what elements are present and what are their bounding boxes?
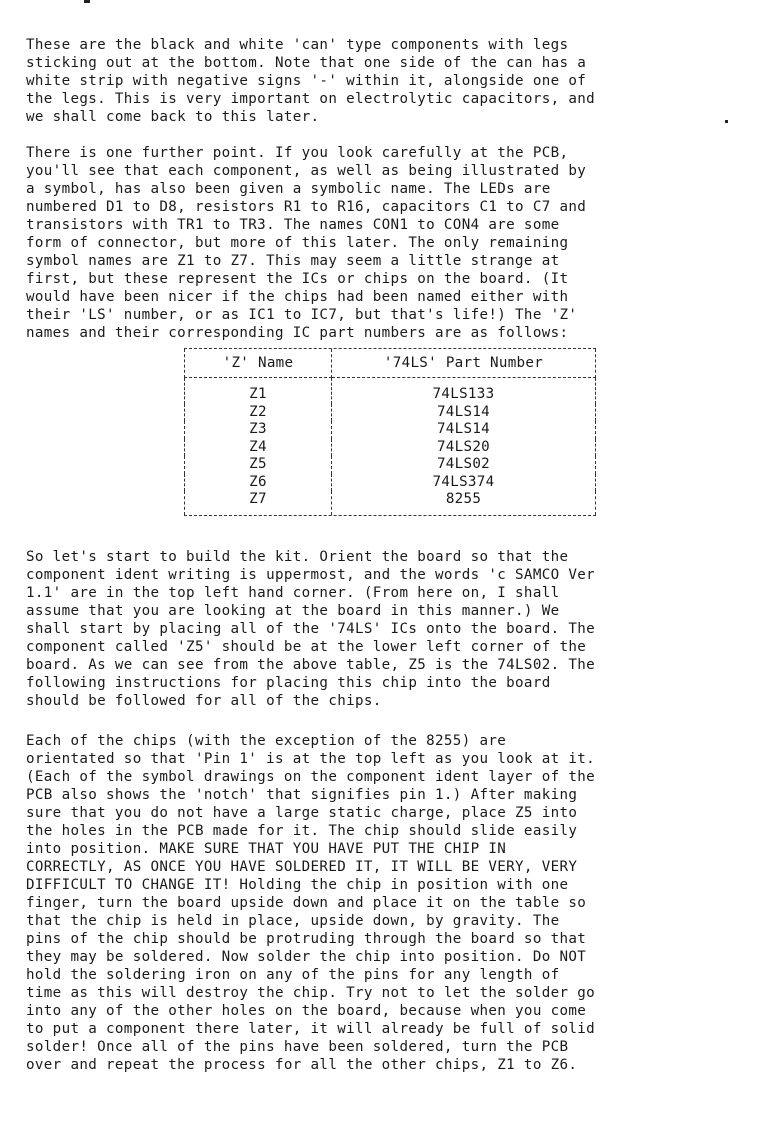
table-row <box>185 491 596 515</box>
text-line: the holes in the PCB made for it. The chip should slide easily <box>26 822 578 839</box>
part-number-cell: 74LS02 <box>332 456 596 474</box>
top-scan-mark <box>84 0 90 3</box>
column-header-part-number: '74LS' Part Number <box>332 349 596 378</box>
table-row <box>185 378 596 404</box>
part-number-cell: 74LS133 <box>332 378 596 404</box>
table-row <box>185 404 596 422</box>
text-line: pins of the chip should be protruding through the board so that <box>26 930 587 947</box>
text-line: PCB also shows the 'notch' that signifies pin 1.) After making <box>26 786 578 803</box>
document-page <box>26 30 738 1074</box>
text-line: sure that you do not have a large static charge, place Z5 into <box>26 804 578 821</box>
paragraph-chip-orientation <box>26 732 738 1074</box>
text-line: DIFFICULT TO CHANGE IT! Holding the chip in position with one <box>26 876 569 893</box>
text-line: following instructions for placing this chip into the board <box>26 674 551 691</box>
z-name-cell: Z6 <box>185 474 332 492</box>
text-line: that the chip is held in place, upside down, by gravity. The <box>26 912 560 929</box>
table-row <box>185 439 596 457</box>
text-line: 1.1' are in the top left hand corner. (From here on, I shall <box>26 584 560 601</box>
text-line: sticking out at the bottom. Note that one side of the can has a <box>26 55 587 71</box>
text-line: their 'LS' number, or as IC1 to IC7, but that's life!) The 'Z' <box>26 307 578 323</box>
text-line: orientated so that 'Pin 1' is at the top left as you look at it. <box>26 750 596 767</box>
z-name-cell: Z2 <box>185 404 332 422</box>
text-line: time as this will destroy the chip. Try not to let the solder go <box>26 984 596 1001</box>
part-number-cell: 74LS14 <box>332 404 596 422</box>
text-line: transistors with TR1 to TR3. The names CON1 to CON4 are some <box>26 217 560 233</box>
table-header-row <box>185 349 596 378</box>
text-line: board. As we can see from the above table, Z5 is the 74LS02. The <box>26 656 596 673</box>
text-line: So let's start to build the kit. Orient the board so that the <box>26 548 569 565</box>
z-name-cell: Z4 <box>185 439 332 457</box>
text-line: names and their corresponding IC part numbers are as follows: <box>26 325 569 341</box>
text-line: form of connector, but more of this later. The only remaining <box>26 235 569 251</box>
text-line: the legs. This is very important on electrolytic capacitors, and <box>26 91 596 107</box>
text-line: would have been nicer if the chips had been named either with <box>26 289 569 305</box>
table-row <box>185 421 596 439</box>
paragraph-start-build <box>26 548 738 710</box>
z-name-table-grid <box>184 349 596 515</box>
part-number-cell: 74LS20 <box>332 439 596 457</box>
text-line: into any of the other holes on the board, because when you come <box>26 1002 587 1019</box>
text-line: should be followed for all of the chips. <box>26 692 382 709</box>
text-line: solder! Once all of the pins have been soldered, turn the PCB <box>26 1038 569 1055</box>
text-line: finger, turn the board upside down and place it on the table so <box>26 894 587 911</box>
table-row <box>185 474 596 492</box>
text-line: hold the soldering iron on any of the pins for any length of <box>26 966 560 983</box>
text-line: a symbol, has also been given a symbolic name. The LEDs are <box>26 181 551 197</box>
text-line: shall start by placing all of the '74LS' ICs onto the board. The <box>26 620 596 637</box>
text-line: There is one further point. If you look carefully at the PCB, <box>26 145 569 161</box>
z-name-cell: Z1 <box>185 378 332 404</box>
text-line: first, but these represent the ICs or chips on the board. (It <box>26 271 569 287</box>
text-line: numbered D1 to D8, resistors R1 to R16, capacitors C1 to C7 and <box>26 199 587 215</box>
z-name-cell: Z3 <box>185 421 332 439</box>
text-line: component ident writing is uppermost, and the words 'c SAMCO Ver <box>26 566 596 583</box>
table-row <box>185 456 596 474</box>
paragraph-can-components <box>26 36 738 126</box>
text-line: These are the black and white 'can' type components with legs <box>26 37 569 53</box>
text-line: (Each of the symbol drawings on the component ident layer of the <box>26 768 596 785</box>
text-line: we shall come back to this later. <box>26 109 320 125</box>
part-number-cell: 74LS14 <box>332 421 596 439</box>
text-line: Each of the chips (with the exception of the 8255) are <box>26 732 507 749</box>
text-line: component called 'Z5' should be at the lower left corner of the <box>26 638 587 655</box>
text-line: CORRECTLY, AS ONCE YOU HAVE SOLDERED IT, IT WILL BE VERY, VERY <box>26 858 578 875</box>
text-line: they may be soldered. Now solder the chip into position. Do NOT <box>26 948 587 965</box>
part-number-cell: 8255 <box>332 491 596 515</box>
part-number-cell: 74LS374 <box>332 474 596 492</box>
paragraph-symbolic-names <box>26 144 738 342</box>
text-line: over and repeat the process for all the other chips, Z1 to Z6. <box>26 1056 578 1073</box>
text-line: symbol names are Z1 to Z7. This may seem a little strange at <box>26 253 560 269</box>
z-name-cell: Z7 <box>185 491 332 515</box>
text-line: assume that you are looking at the board in this manner.) We <box>26 602 560 619</box>
text-line: you'll see that each component, as well as being illustrated by <box>26 163 587 179</box>
text-line: to put a component there later, it will already be full of solid <box>26 1020 596 1037</box>
z-name-cell: Z5 <box>185 456 332 474</box>
text-line: into position. MAKE SURE THAT YOU HAVE PUT THE CHIP IN <box>26 840 507 857</box>
column-header-z-name: 'Z' Name <box>185 349 332 378</box>
text-line: white strip with negative signs '-' within it, alongside one of <box>26 73 587 89</box>
z-name-table <box>184 348 596 516</box>
